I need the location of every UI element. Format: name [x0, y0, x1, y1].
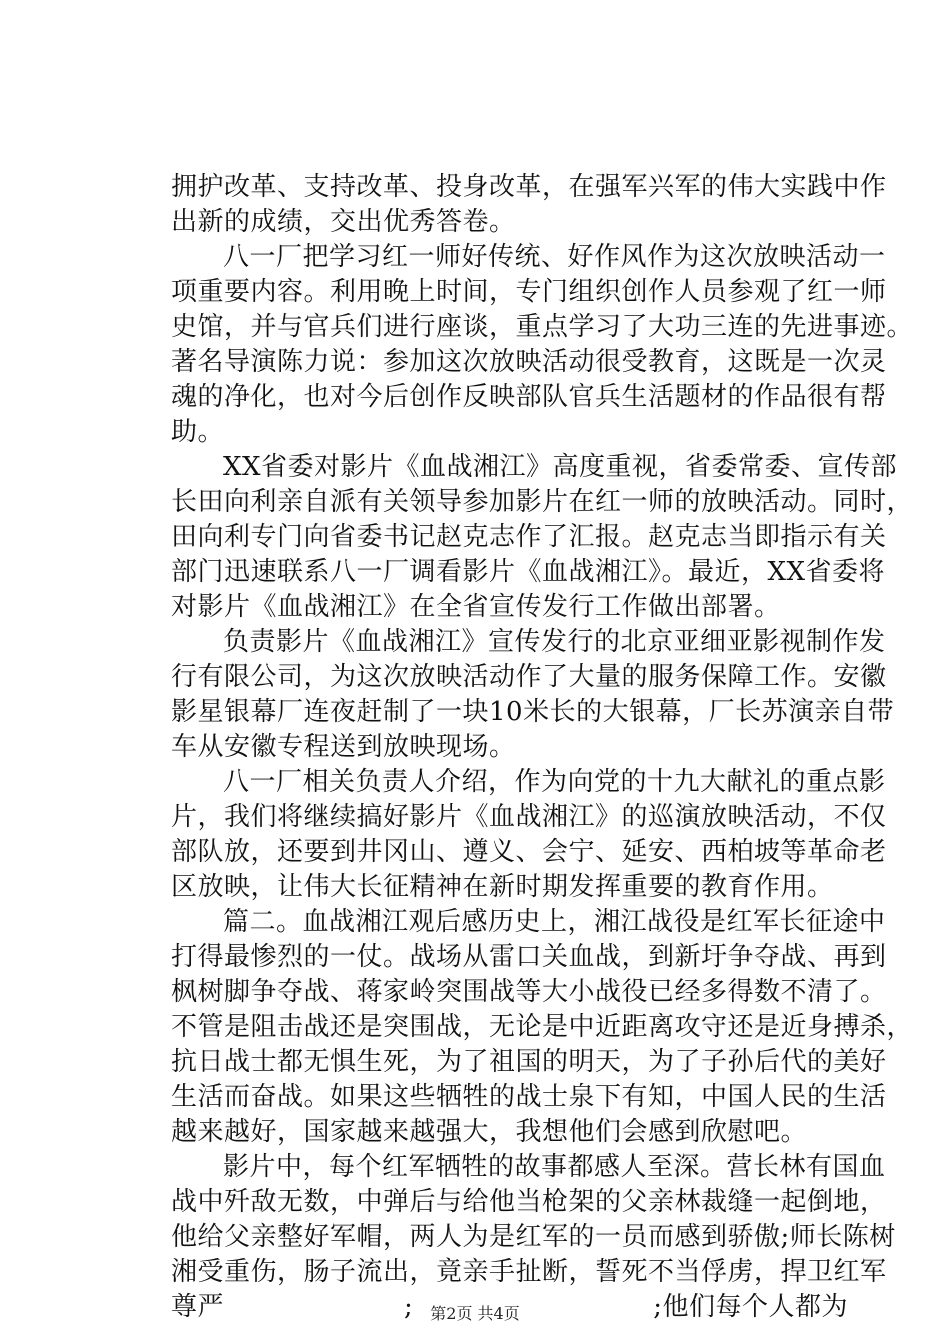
text-line: 影星银幕厂连夜赶制了一块10米长的大银幕，厂长苏演亲自带 [171, 697, 895, 727]
text-line: 湘受重伤，肠子流出，竟亲手扯断，誓死不当俘虏，捍卫红军 [171, 1257, 887, 1287]
text-line: 负责影片《血战湘江》宣传发行的北京亚细亚影视制作发 [223, 627, 886, 657]
text-line: 抗日战士都无惧生死，为了祖国的明天，为了子孙后代的美好 [171, 1047, 887, 1077]
text-line: 车从安徽专程送到放映现场。 [171, 732, 516, 762]
text-line: 对影片《血战湘江》在全省宣传发行工作做出部署。 [171, 592, 781, 622]
page-footer: 第2页 共4页 [430, 1304, 520, 1323]
text-line: 部队放，还要到井冈山、遵义、会宁、延安、西柏坡等革命老 [171, 837, 887, 867]
text-fragment: ; [404, 1292, 414, 1322]
text-line: 拥护改革、支持改革、投身改革，在强军兴军的伟大实践中作 [171, 172, 887, 202]
text-line: 魂的净化，也对今后创作反映部队官兵生活题材的作品很有帮 [171, 382, 887, 412]
body-text [171, 170, 914, 1325]
text-line: XX省委对影片《血战湘江》高度重视，省委常委、宣传部 [223, 452, 898, 482]
text-line: 著名导演陈力说：参加这次放映活动很受教育，这既是一次灵 [171, 347, 887, 377]
text-line: 长田向利亲自派有关领导参加影片在红一师的放映活动。同时， [171, 487, 914, 517]
text-line: 部门迅速联系八一厂调看影片《血战湘江》。最近，XX省委将 [171, 557, 886, 587]
text-fragment: 尊严 [171, 1292, 225, 1322]
text-line: 出新的成绩，交出优秀答卷。 [171, 207, 516, 237]
text-line: 项重要内容。利用晚上时间，专门组织创作人员参观了红一师 [171, 277, 887, 307]
text-line: 八一厂相关负责人介绍，作为向党的十九大献礼的重点影 [223, 767, 886, 797]
text-line: 枫树脚争夺战、蒋家岭突围战等大小战役已经多得数不清了。 [171, 977, 887, 1007]
text-fragment: ;他们每个人都为 [653, 1292, 849, 1322]
text-line: 影片中，每个红军牺牲的故事都感人至深。营长林有国血 [223, 1152, 886, 1182]
text-line: 战中歼敌无数，中弹后与给他当枪架的父亲林裁缝一起倒地， [171, 1187, 887, 1217]
text-line: 田向利专门向省委书记赵克志作了汇报。赵克志当即指示有关 [171, 522, 887, 552]
text-line: 片，我们将继续搞好影片《血战湘江》的巡演放映活动，不仅 [171, 802, 887, 832]
text-line: 打得最惨烈的一仗。战场从雷口关血战，到新圩争夺战、再到 [171, 942, 887, 972]
text-line: 篇二。血战湘江观后感历史上，湘江战役是红军长征途中 [223, 907, 886, 937]
text-line: 越来越好，国家越来越强大，我想他们会感到欣慰吧。 [171, 1117, 808, 1147]
text-line: 助。 [171, 417, 225, 447]
text-line: 史馆，并与官兵们进行座谈，重点学习了大功三连的先进事迹。 [171, 312, 914, 342]
text-line: 行有限公司，为这次放映活动作了大量的服务保障工作。安徽 [171, 662, 887, 692]
text-line: 八一厂把学习红一师好传统、好作风作为这次放映活动一 [223, 242, 886, 272]
text-line: 生活而奋战。如果这些牺牲的战士泉下有知，中国人民的生活 [171, 1082, 887, 1112]
text-line: 他给父亲整好军帽，两人为是红军的一员而感到骄傲;师长陈树 [171, 1222, 896, 1252]
text-line: 不管是阻击战还是突围战，无论是中近距离攻守还是近身搏杀， [171, 1012, 914, 1042]
text-line: 区放映，让伟大长征精神在新时期发挥重要的教育作用。 [171, 872, 834, 902]
